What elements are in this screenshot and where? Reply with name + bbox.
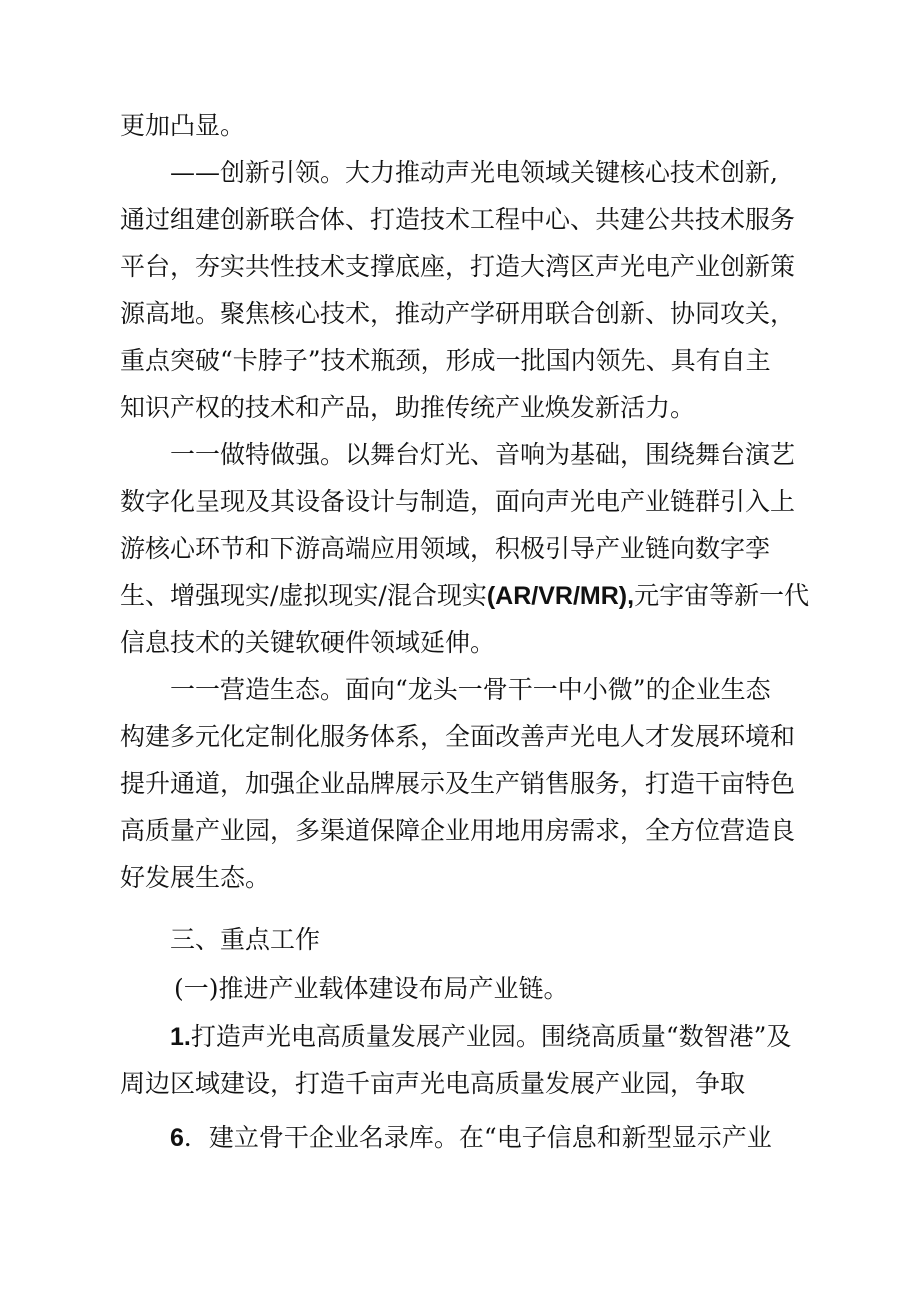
text-line-7: 知识产权的技术和产品，助推传统产业焕发新活力。 <box>120 393 696 422</box>
item-number-1: 1. <box>170 1023 191 1051</box>
text-line-4: 平台，夯实共性技术支撑底座，打造大湾区声光电产业创新策 <box>120 252 796 281</box>
section-heading: 三、重点工作 <box>170 925 321 954</box>
text-line-20 <box>170 1021 791 1053</box>
text-line-3: 通过组建创新联合体、打造技术工程中心、共建公共技术服务 <box>120 205 796 234</box>
text-line-14: 构建多元化定制化服务体系，全面改善声光电人才发展环境和 <box>120 722 796 751</box>
text-line-9: 数字化呈现及其设备设计与制造，面向声光电产业链群引入上 <box>120 487 796 516</box>
text-line-22-text: ．建立骨干企业名录库。在“电子信息和新型显示产业 <box>183 1123 772 1152</box>
text-line-22 <box>170 1122 772 1154</box>
text-line-6: 重点突破“卡脖子”技术瓶颈，形成一批国内领先、具有自主 <box>120 346 771 375</box>
text-line-17: 好发展生态。 <box>120 863 271 892</box>
text-line-11-part-1: 生、增强现实/虚拟现实/混合现实 <box>120 581 487 610</box>
text-line-10: 游核心环节和下游高端应用领域，积极引导产业链向数字孪 <box>120 534 771 563</box>
text-line-1: 更加凸显。 <box>120 111 246 140</box>
text-line-12: 信息技术的关键软硬件领域延伸。 <box>120 628 496 657</box>
text-line-16: 高质量产业园，多渠道保障企业用地用房需求，全方位营造良 <box>120 816 796 845</box>
item-number-6: 6 <box>170 1124 184 1152</box>
text-line-5: 源高地。聚焦核心技术，推动产学研用联合创新、协同攻关， <box>120 299 796 328</box>
text-line-2: ——创新引领。大力推动声光电领域关键核心技术创新, <box>170 158 778 187</box>
text-line-15: 提升通道，加强企业品牌展示及生产销售服务，打造干亩特色 <box>120 769 796 798</box>
text-line-20-text: 打造声光电高质量发展产业园。围绕高质量“数智港”及 <box>190 1022 792 1051</box>
text-line-11 <box>120 580 809 612</box>
subsection-heading: (一)推进产业载体建设布局产业链。 <box>174 974 569 1003</box>
text-line-21: 周边区域建设，打造千亩声光电高质量发展产业园，争取 <box>120 1069 746 1098</box>
text-line-8: 一一做特做强。以舞台灯光、音响为基础，围绕舞台演艺 <box>170 440 796 469</box>
text-line-11-part-3: 元宇宙等新一代 <box>634 581 810 610</box>
text-line-11-part-2: (AR/VR/MR), <box>486 582 635 610</box>
text-line-13: 一一营造生态。面向“龙头一骨干一中小微”的企业生态 <box>170 675 771 704</box>
